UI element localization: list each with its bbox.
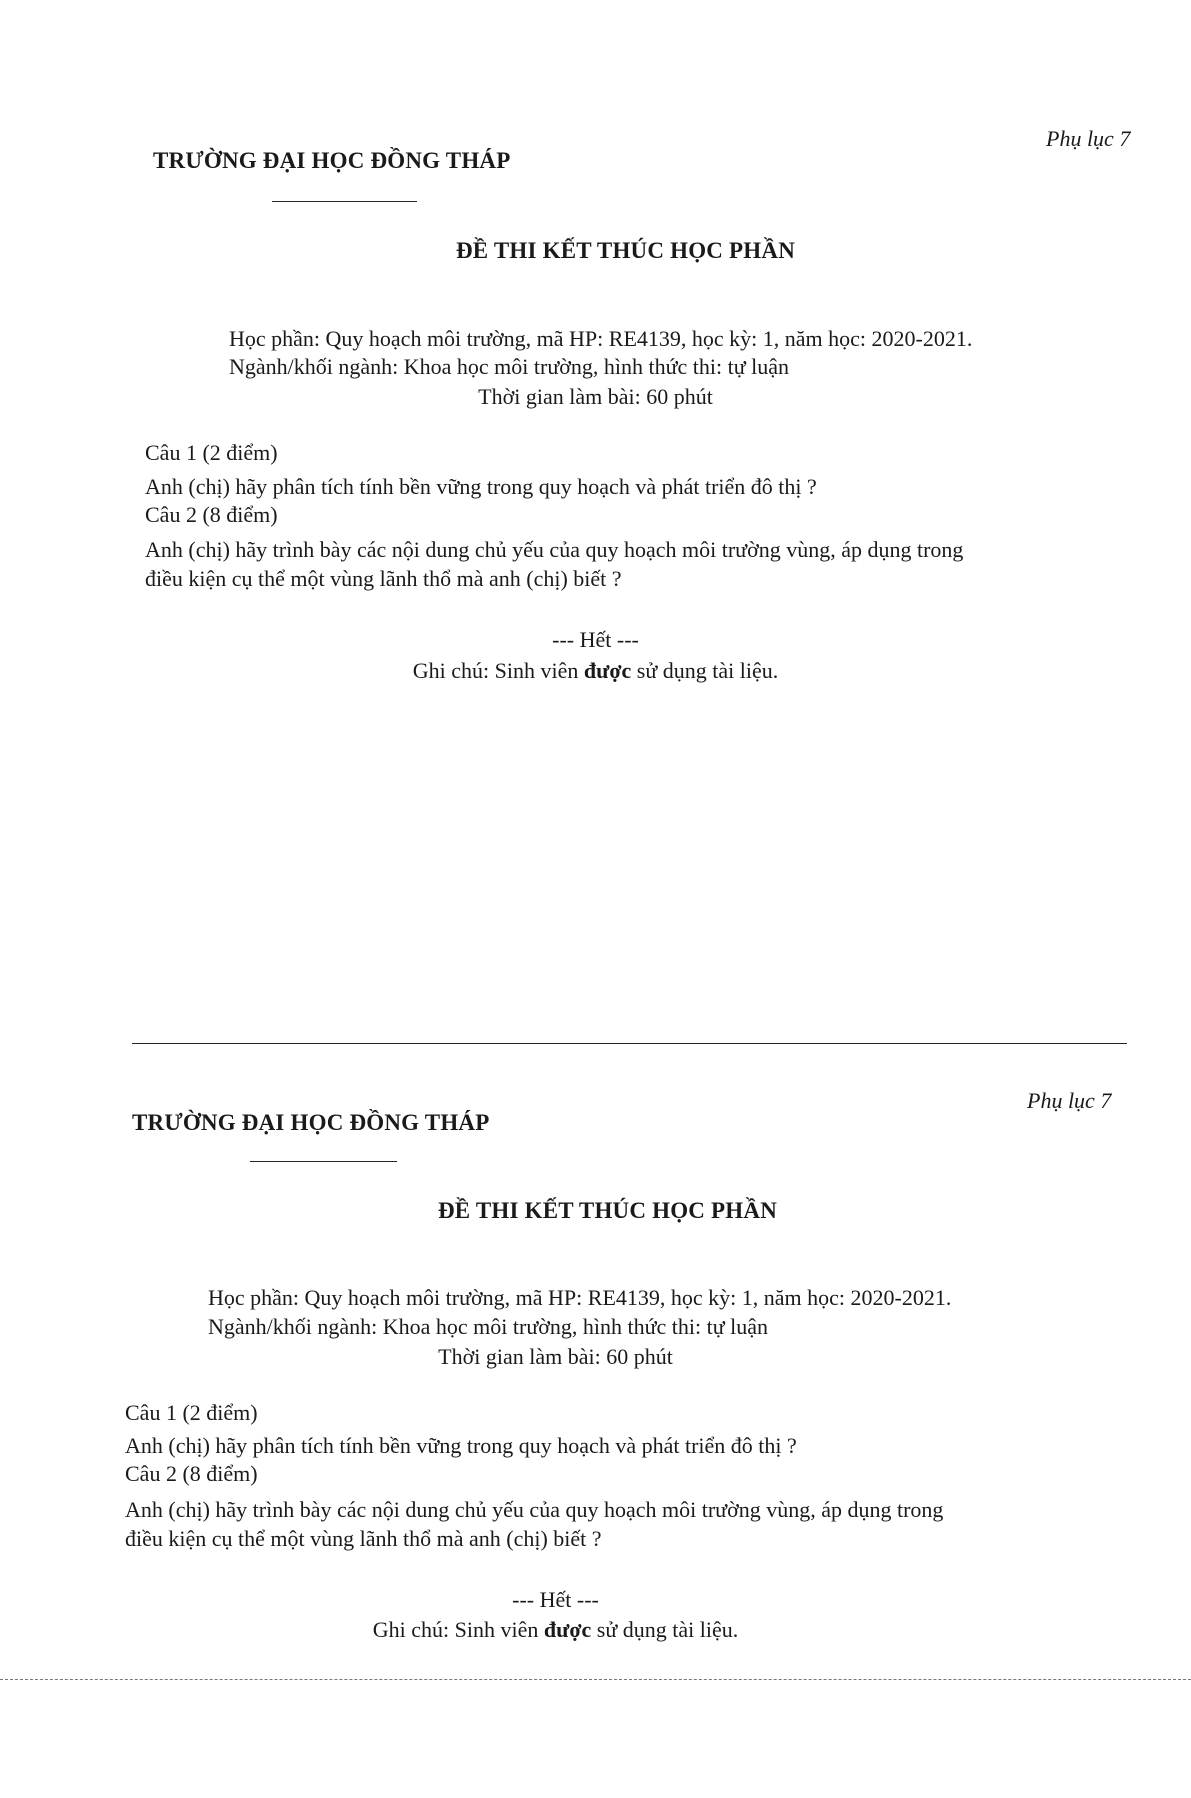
exam-copy-1 (0, 0, 1191, 840)
question-1-text: Anh (chị) hãy phân tích tính bền vững trong quy hoạch và phát triển đô thị ? (145, 474, 817, 499)
question-2-heading: Câu 2 (8 điểm) (145, 502, 278, 527)
school-name: TRƯỜNG ĐẠI HỌC ĐỒNG THÁP (132, 1110, 490, 1135)
question-2-heading: Câu 2 (8 điểm) (125, 1461, 258, 1486)
end-marker: --- Hết --- (552, 627, 639, 652)
note-suffix: sử dụng tài liệu. (631, 658, 779, 683)
time-info: Thời gian làm bài: 60 phút (478, 384, 713, 409)
time-info: Thời gian làm bài: 60 phút (438, 1344, 673, 1369)
note-suffix: sử dụng tài liệu. (591, 1617, 739, 1642)
question-1-text: Anh (chị) hãy phân tích tính bền vững trong quy hoạch và phát triển đô thị ? (125, 1433, 797, 1458)
major-info: Ngành/khối ngành: Khoa học môi trường, hình thức thi: tự luận (208, 1314, 769, 1339)
scan-bottom-edge (0, 1679, 1191, 1680)
exam-title: ĐỀ THI KẾT THÚC HỌC PHẦN (438, 1198, 778, 1223)
question-1-heading: Câu 1 (2 điểm) (125, 1400, 258, 1425)
question-2-text-line-1: Anh (chị) hãy trình bày các nội dung chủ yếu của quy hoạch môi trường vùng, áp dụng trong (125, 1497, 944, 1522)
question-2-text-line-2: điều kiện cụ thể một vùng lãnh thổ mà anh (chị) biết ? (145, 566, 622, 591)
note-prefix: Ghi chú: Sinh viên (412, 658, 584, 683)
question-2-text-line-2: điều kiện cụ thể một vùng lãnh thổ mà anh (chị) biết ? (125, 1526, 602, 1551)
end-marker: --- Hết --- (512, 1587, 599, 1612)
note-bold: được (543, 1617, 592, 1642)
exam-title: ĐỀ THI KẾT THÚC HỌC PHẦN (456, 238, 796, 263)
school-underline (250, 1161, 397, 1162)
appendix-label: Phụ lục 7 (1046, 126, 1131, 151)
course-info: Học phần: Quy hoạch môi trường, mã HP: RE4139, học kỳ: 1, năm học: 2020-2021. (229, 326, 973, 351)
appendix-label: Phụ lục 7 (1027, 1088, 1112, 1113)
question-2-text-line-1: Anh (chị) hãy trình bày các nội dung chủ yếu của quy hoạch môi trường vùng, áp dụng trong (145, 537, 964, 562)
school-underline (272, 201, 417, 202)
major-info: Ngành/khối ngành: Khoa học môi trường, hình thức thi: tự luận (229, 354, 790, 379)
note (0, 658, 1191, 684)
school-name: TRƯỜNG ĐẠI HỌC ĐỒNG THÁP (153, 148, 511, 173)
note-bold: được (583, 658, 632, 683)
course-info: Học phần: Quy hoạch môi trường, mã HP: RE4139, học kỳ: 1, năm học: 2020-2021. (208, 1285, 952, 1310)
note (0, 1617, 1151, 1643)
question-1-heading: Câu 1 (2 điểm) (145, 440, 278, 465)
exam-copy-2 (0, 958, 1191, 1798)
note-prefix: Ghi chú: Sinh viên (372, 1617, 544, 1642)
